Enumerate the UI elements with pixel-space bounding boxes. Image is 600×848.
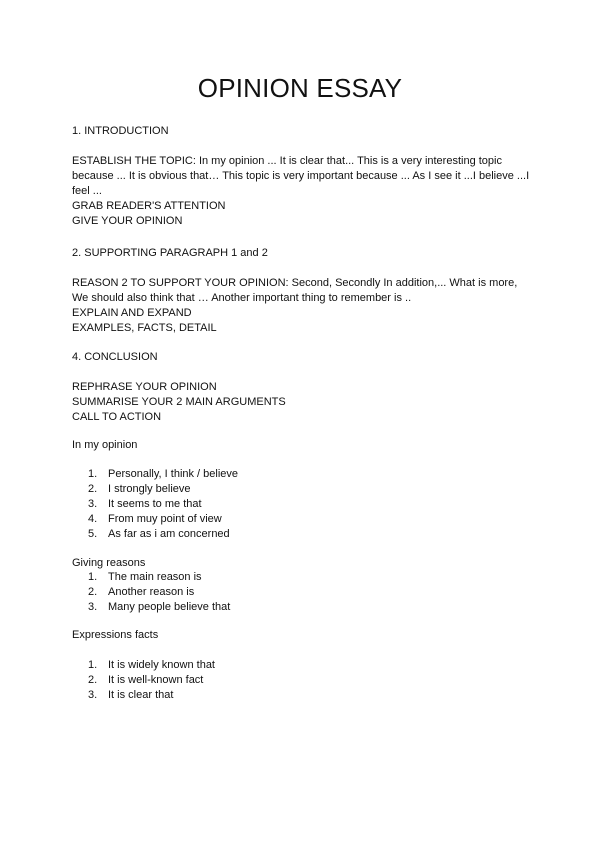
list-item bbox=[88, 527, 488, 542]
list-item-text: Many people believe that bbox=[108, 601, 231, 613]
support-text: REASON 2 TO SUPPORT YOUR OPINION: Second, Secondly In addition,... What is more, We should also think that … Another important thing to remember is .. bbox=[72, 277, 518, 304]
list-item-text: It is well-known fact bbox=[108, 674, 204, 686]
list-item-text: Personally, I think / believe bbox=[108, 468, 239, 480]
list-item-text: I strongly believe bbox=[108, 483, 191, 495]
list-item bbox=[88, 673, 488, 688]
list-number: 1. bbox=[88, 659, 98, 671]
list-item-text: As far as i am concerned bbox=[108, 528, 230, 540]
list-number: 5. bbox=[88, 528, 98, 540]
list-number: 4. bbox=[88, 513, 98, 525]
intro-heading-text: 1. INTRODUCTION bbox=[72, 125, 169, 137]
facts-list-heading-text: Expressions facts bbox=[72, 629, 159, 641]
list-number: 1. bbox=[88, 571, 98, 583]
list-number: 2. bbox=[88, 483, 98, 495]
support-heading-text: 2. SUPPORTING PARAGRAPH 1 and 2 bbox=[72, 247, 268, 259]
reasons-list bbox=[88, 570, 488, 615]
intro-line-attention: GRAB READER'S ATTENTION bbox=[72, 200, 226, 212]
list-item-text: It is widely known that bbox=[108, 659, 215, 671]
conclusion-line-rephrase: REPHRASE YOUR OPINION bbox=[72, 381, 217, 393]
conclusion-section bbox=[72, 380, 532, 425]
list-item-text: It seems to me that bbox=[108, 498, 202, 510]
facts-list bbox=[88, 658, 488, 703]
intro-section bbox=[72, 154, 532, 229]
list-item bbox=[88, 570, 488, 585]
list-number: 2. bbox=[88, 674, 98, 686]
list-item-text: From muy point of view bbox=[108, 513, 222, 525]
list-number: 3. bbox=[88, 689, 98, 701]
page-title: OPINION ESSAY bbox=[197, 73, 403, 103]
list-number: 3. bbox=[88, 601, 98, 613]
list-item-text: It is clear that bbox=[108, 689, 174, 701]
list-item bbox=[88, 600, 488, 615]
conclusion-line-summarise: SUMMARISE YOUR 2 MAIN ARGUMENTS bbox=[72, 396, 286, 408]
intro-line-opinion: GIVE YOUR OPINION bbox=[72, 215, 183, 227]
intro-heading bbox=[72, 124, 532, 139]
intro-text: ESTABLISH THE TOPIC: In my opinion ... It is clear that... This is a very interesting topic because ... It is obvious that… This topic is very important because ... As I see it ...I believe ...I feel ... bbox=[72, 155, 530, 197]
list-item bbox=[88, 585, 488, 600]
list-number: 1. bbox=[88, 468, 98, 480]
conclusion-heading-text: 4. CONCLUSION bbox=[72, 351, 158, 363]
list-item bbox=[88, 512, 488, 527]
list-item-text: Another reason is bbox=[108, 586, 195, 598]
list-number: 2. bbox=[88, 586, 98, 598]
support-line-examples: EXAMPLES, FACTS, DETAIL bbox=[72, 322, 217, 334]
opinion-list-heading-text: In my opinion bbox=[72, 439, 138, 451]
list-item bbox=[88, 467, 488, 482]
list-item bbox=[88, 497, 488, 512]
reasons-list-heading bbox=[72, 556, 532, 571]
facts-list-heading bbox=[72, 628, 532, 643]
support-section bbox=[72, 276, 532, 336]
reasons-list-heading-text: Giving reasons bbox=[72, 557, 146, 569]
support-heading bbox=[72, 246, 532, 261]
support-line-explain: EXPLAIN AND EXPAND bbox=[72, 307, 192, 319]
conclusion-heading bbox=[72, 350, 532, 365]
conclusion-line-call: CALL TO ACTION bbox=[72, 411, 162, 423]
opinion-list-heading bbox=[72, 438, 532, 453]
list-item-text: The main reason is bbox=[108, 571, 202, 583]
list-item bbox=[88, 688, 488, 703]
opinion-list bbox=[88, 467, 488, 542]
list-number: 3. bbox=[88, 498, 98, 510]
list-item bbox=[88, 482, 488, 497]
list-item bbox=[88, 658, 488, 673]
